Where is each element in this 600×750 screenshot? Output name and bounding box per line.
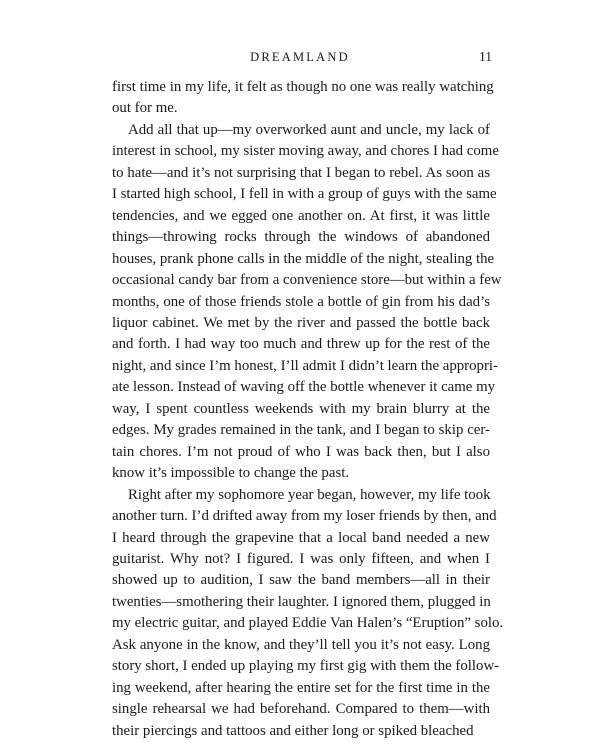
text-line: interest in school, my sister moving away, and chores I had come [112,143,499,160]
text-line: guitarist. Why not? I figured. I was only fifteen, and when I [112,550,490,567]
body-text [112,77,504,742]
text-line: ate lesson. Instead of waving off the bottle whenever it came my [112,379,496,396]
text-line: story short, I ended up playing my first gig with them the follow- [112,658,500,675]
text-line: showed up to audition, I saw the band members—all in their [112,572,490,589]
text-line: I heard through the grapevine that a local band needed a new [112,529,490,546]
text-line: tendencies, and we egged one another on. At first, it was little [112,207,490,224]
text-line: tain chores. I’m not proud of who I was back then, but I also [112,443,490,460]
text-line: months, one of those friends stole a bottle of gin from his dad’s [112,293,490,310]
text-line: single rehearsal we had beforehand. Compared to them—with [112,701,490,718]
text-line: my electric guitar, and played Eddie Van Halen’s “Eruption” solo. [112,615,504,632]
text-line: occasional candy bar from a convenience store—but within a few [112,272,502,289]
text-line: out for me. [112,100,178,117]
text-line: know it’s impossible to change the past. [112,465,350,482]
paragraph [112,120,502,485]
text-line: twenties—smothering their laughter. I ignored them, plugged in [112,593,491,610]
text-line: Add all that up—my overworked aunt and uncle, my lack of [128,121,490,138]
text-line: night, and since I’m honest, I’ll admit I didn’t learn the appropri- [112,357,498,374]
text-line: and forth. I had way too much and threw up for the rest of the [112,336,490,353]
page-number: 11 [479,49,492,64]
text-line: Ask anyone in the know, and they’ll tell you it’s not easy. Long [112,636,490,653]
text-line: way, I spent countless weekends with my brain blurry at the [112,400,490,417]
text-line: their piercings and tattoos and either long or spiked bleached [112,722,474,739]
text-line: Right after my sophomore year began, however, my life took [128,486,491,503]
paragraph [112,485,504,742]
text-line: I started high school, I fell in with a group of guys with the same [112,186,497,203]
text-line: things—throwing rocks through the windows of abandoned [112,229,490,246]
text-line: another turn. I’d drifted away from my loser friends by then, and [112,508,497,525]
text-line: ing weekend, after hearing the entire set for the first time in the [112,679,490,696]
text-line: liquor cabinet. We met by the river and passed the bottle back [112,314,490,331]
running-head [0,47,600,67]
text-line: first time in my life, it felt as though no one was really watching [112,79,494,95]
text-line: to hate—and it’s not surprising that I began to rebel. As soon as [112,164,490,181]
text-line: houses, prank phone calls in the middle of the night, stealing the [112,250,495,267]
running-head-title: DREAMLAND [250,50,350,64]
paragraph [112,77,494,120]
text-line: edges. My grades remained in the tank, and I began to skip cer- [112,422,490,439]
